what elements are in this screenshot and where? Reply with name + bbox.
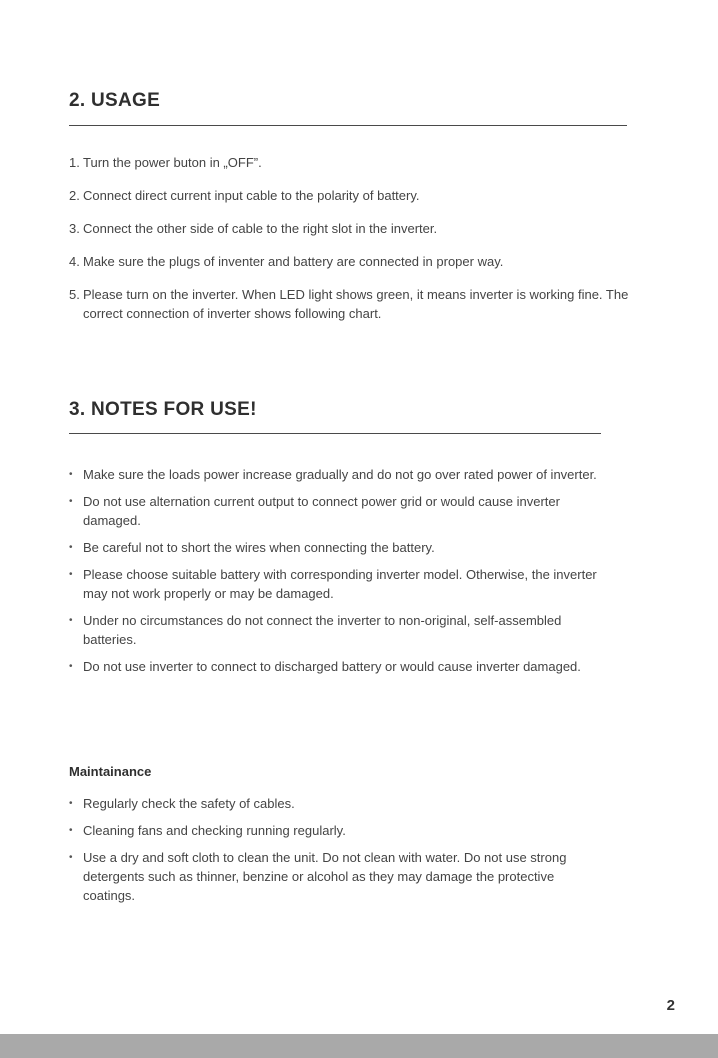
step-number: 1. <box>69 155 80 170</box>
step-number: 4. <box>69 254 80 269</box>
step-number: 3. <box>69 221 80 236</box>
note-item: • Under no circumstances do not connect the inverter to non-original, self-assembled batteries. <box>69 611 609 649</box>
step-text: Turn the power buton in „OFF”. <box>83 155 262 170</box>
notes-list <box>69 465 609 684</box>
usage-step <box>69 285 639 323</box>
note-item: • Do not use inverter to connect to discharged battery or would cause inverter damaged. <box>69 657 609 676</box>
maintenance-list <box>69 794 569 913</box>
usage-step <box>69 186 639 205</box>
usage-step <box>69 153 639 172</box>
note-item: • Do not use alternation current output to connect power grid or would cause inverter damaged. <box>69 492 609 530</box>
usage-steps-list <box>69 153 639 337</box>
step-text: Please turn on the inverter. When LED light shows green, it means inverter is working fine. The correct connection of inverter shows following chart. <box>83 287 629 321</box>
step-text: Connect direct current input cable to the polarity of battery. <box>83 188 420 203</box>
step-number: 2. <box>69 188 80 203</box>
footer-bar <box>0 1034 718 1058</box>
maintenance-item: • Use a dry and soft cloth to clean the unit. Do not clean with water. Do not use strong detergents such as thinner, benzine or alcohol as they may damage the protective coatings. <box>69 848 569 905</box>
maintenance-item: • Cleaning fans and checking running regularly. <box>69 821 569 840</box>
usage-step <box>69 219 639 238</box>
step-text: Make sure the plugs of inventer and battery are connected in proper way. <box>83 254 504 269</box>
usage-step <box>69 252 639 271</box>
usage-heading: 2. USAGE <box>69 90 161 111</box>
maintenance-heading: Maintainance <box>69 764 152 779</box>
note-item: • Make sure the loads power increase gradually and do not go over rated power of inverter. <box>69 465 609 484</box>
note-item: • Be careful not to short the wires when connecting the battery. <box>69 538 609 557</box>
usage-divider <box>69 125 627 126</box>
note-item: • Please choose suitable battery with corresponding inverter model. Otherwise, the inverter may not work properly or may be damaged. <box>69 565 609 603</box>
notes-heading: 3. NOTES FOR USE! <box>69 399 257 420</box>
step-text: Connect the other side of cable to the right slot in the inverter. <box>83 221 438 236</box>
step-number: 5. <box>69 287 80 302</box>
notes-divider <box>69 433 601 434</box>
maintenance-item: • Regularly check the safety of cables. <box>69 794 569 813</box>
page-number: 2 <box>666 997 675 1014</box>
